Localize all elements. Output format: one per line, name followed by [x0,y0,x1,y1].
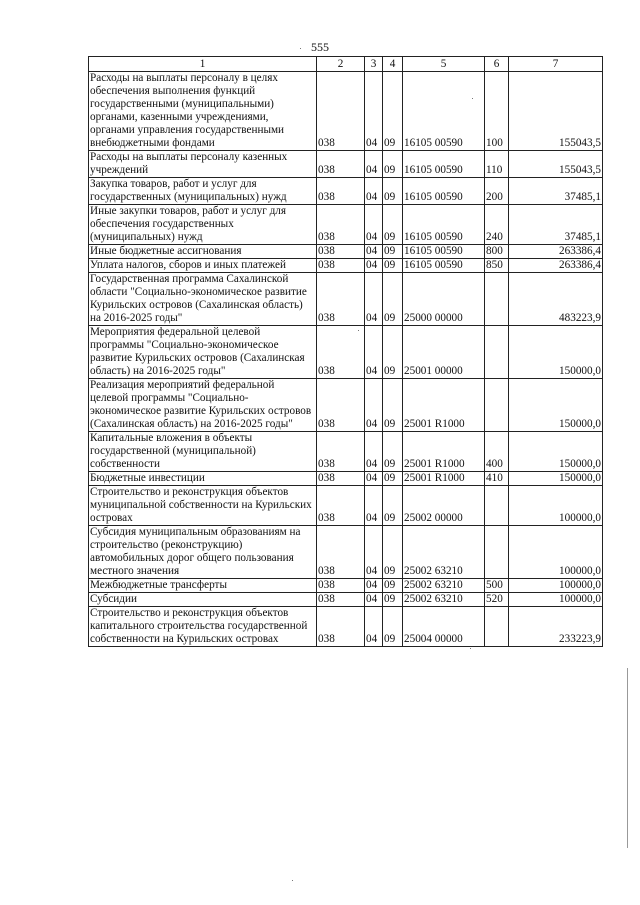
table-body [89,57,603,647]
cell-target-article: 25002 63210 [403,526,485,579]
cell-target-article: 25001 00000 [403,326,485,379]
cell-subsection: 09 [383,526,403,579]
cell-amount: 150000,0 [509,432,603,472]
table-row [89,259,603,273]
cell-subsection: 09 [383,379,403,432]
scan-speck [472,98,473,99]
cell-target-article: 25001 R1000 [403,472,485,486]
cell-expense-type [485,486,509,526]
cell-subsection: 09 [383,326,403,379]
cell-section: 04 [365,273,383,326]
cell-target-article: 25001 R1000 [403,432,485,472]
cell-amount: 150000,0 [509,326,603,379]
cell-target-article: 25001 R1000 [403,379,485,432]
table-row [89,245,603,259]
table-row [89,273,603,326]
row-name: Иные закупки товаров, работ и услуг для обеспечения государственных (муниципальных) нужд [89,205,317,245]
header-row [89,57,603,72]
cell-amount: 37485,1 [509,178,603,205]
row-name: Строительство и реконструкция объектов муниципальной собственности на Курильских островах [89,486,317,526]
cell-subsection: 09 [383,205,403,245]
cell-expense-type [485,273,509,326]
cell-amount: 155043,5 [509,72,603,151]
column-header: 2 [317,57,365,72]
row-name: Закупка товаров, работ и услуг для государственных (муниципальных) нужд [89,178,317,205]
column-header: 4 [383,57,403,72]
cell-expense-type [485,526,509,579]
cell-target-article: 25002 63210 [403,579,485,593]
cell-section: 04 [365,579,383,593]
cell-amount: 233223,9 [509,607,603,647]
cell-ministry: 038 [317,593,365,607]
cell-ministry: 038 [317,432,365,472]
cell-section: 04 [365,432,383,472]
cell-ministry: 038 [317,205,365,245]
cell-target-article: 25000 00000 [403,273,485,326]
cell-amount: 100000,0 [509,526,603,579]
cell-subsection: 09 [383,259,403,273]
cell-expense-type [485,326,509,379]
cell-section: 04 [365,245,383,259]
cell-section: 04 [365,205,383,245]
row-name: Субсидии [89,593,317,607]
cell-ministry: 038 [317,178,365,205]
table-row [89,607,603,647]
cell-section: 04 [365,379,383,432]
scan-artifact [627,668,628,848]
cell-target-article: 16105 00590 [403,205,485,245]
cell-expense-type [485,607,509,647]
cell-subsection: 09 [383,245,403,259]
column-header: 7 [509,57,603,72]
row-name: Строительство и реконструкция объектов капитального строительства государственной собственности на Курильских островах [89,607,317,647]
cell-amount: 37485,1 [509,205,603,245]
cell-target-article: 16105 00590 [403,151,485,178]
cell-expense-type: 520 [485,593,509,607]
cell-subsection: 09 [383,151,403,178]
column-header: 3 [365,57,383,72]
table-row [89,379,603,432]
row-name: Межбюджетные трансферты [89,579,317,593]
table-row [89,593,603,607]
cell-ministry: 038 [317,472,365,486]
row-name: Расходы на выплаты персоналу казенных учреждений [89,151,317,178]
table-row [89,151,603,178]
cell-amount: 150000,0 [509,472,603,486]
row-name: Реализация мероприятий федеральной целевой программы "Социально-экономическое развитие Курильских островов (Сахалинская область) на 2016-2025 годы" [89,379,317,432]
cell-expense-type: 500 [485,579,509,593]
cell-section: 04 [365,151,383,178]
table-row [89,432,603,472]
cell-expense-type: 100 [485,72,509,151]
cell-subsection: 09 [383,579,403,593]
table-row [89,326,603,379]
cell-expense-type: 850 [485,259,509,273]
row-name: Расходы на выплаты персоналу в целях обеспечения выполнения функций государственными (муниципальными) органами, казенными учреждениями, органами управления государственными внебюджетными фондами [89,72,317,151]
cell-amount: 263386,4 [509,245,603,259]
cell-target-article: 16105 00590 [403,178,485,205]
cell-subsection: 09 [383,273,403,326]
row-name: Государственная программа Сахалинской области "Социально-экономическое развитие Курильских островов (Сахалинская область) на 2016-2025 годы" [89,273,317,326]
cell-subsection: 09 [383,593,403,607]
cell-ministry: 038 [317,607,365,647]
cell-expense-type: 400 [485,432,509,472]
cell-expense-type [485,379,509,432]
column-header: 6 [485,57,509,72]
cell-amount: 155043,5 [509,151,603,178]
cell-section: 04 [365,178,383,205]
row-name: Бюджетные инвестиции [89,472,317,486]
cell-section: 04 [365,472,383,486]
cell-ministry: 038 [317,526,365,579]
cell-ministry: 038 [317,273,365,326]
table-row [89,579,603,593]
cell-target-article: 25002 00000 [403,486,485,526]
cell-expense-type: 110 [485,151,509,178]
cell-ministry: 038 [317,486,365,526]
cell-amount: 483223,9 [509,273,603,326]
table-row [89,205,603,245]
cell-ministry: 038 [317,326,365,379]
cell-amount: 100000,0 [509,593,603,607]
cell-expense-type: 800 [485,245,509,259]
cell-target-article: 16105 00590 [403,245,485,259]
cell-amount: 263386,4 [509,259,603,273]
column-header: 1 [89,57,317,72]
table-row [89,526,603,579]
cell-target-article: 25002 63210 [403,593,485,607]
cell-target-article: 16105 00590 [403,72,485,151]
column-header: 5 [403,57,485,72]
cell-subsection: 09 [383,472,403,486]
scan-speck [292,880,293,881]
scan-speck [300,48,301,49]
cell-amount: 100000,0 [509,486,603,526]
cell-subsection: 09 [383,178,403,205]
cell-section: 04 [365,72,383,151]
table-row [89,178,603,205]
cell-target-article: 16105 00590 [403,259,485,273]
cell-section: 04 [365,326,383,379]
cell-subsection: 09 [383,72,403,151]
cell-expense-type: 240 [485,205,509,245]
cell-ministry: 038 [317,379,365,432]
cell-ministry: 038 [317,259,365,273]
row-name: Капитальные вложения в объекты государственной (муниципальной) собственности [89,432,317,472]
budget-table [88,56,603,647]
cell-section: 04 [365,526,383,579]
cell-ministry: 038 [317,72,365,151]
cell-ministry: 038 [317,579,365,593]
table-row [89,72,603,151]
cell-ministry: 038 [317,245,365,259]
cell-target-article: 25004 00000 [403,607,485,647]
row-name: Иные бюджетные ассигнования [89,245,317,259]
cell-amount: 100000,0 [509,579,603,593]
cell-subsection: 09 [383,486,403,526]
cell-subsection: 09 [383,432,403,472]
cell-amount: 150000,0 [509,379,603,432]
cell-expense-type: 200 [485,178,509,205]
scan-speck [358,330,359,331]
table-row [89,472,603,486]
cell-expense-type: 410 [485,472,509,486]
scan-speck [470,648,471,649]
page-number: 555 [311,40,329,54]
cell-section: 04 [365,486,383,526]
cell-ministry: 038 [317,151,365,178]
row-name: Уплата налогов, сборов и иных платежей [89,259,317,273]
table-row [89,486,603,526]
cell-section: 04 [365,607,383,647]
cell-section: 04 [365,593,383,607]
row-name: Субсидия муниципальным образованиям на строительство (реконструкцию) автомобильных дорог общего пользования местного значения [89,526,317,579]
row-name: Мероприятия федеральной целевой программы "Социально-экономическое развитие Курильских островов (Сахалинская область) на 2016-2025 годы" [89,326,317,379]
cell-subsection: 09 [383,607,403,647]
cell-section: 04 [365,259,383,273]
